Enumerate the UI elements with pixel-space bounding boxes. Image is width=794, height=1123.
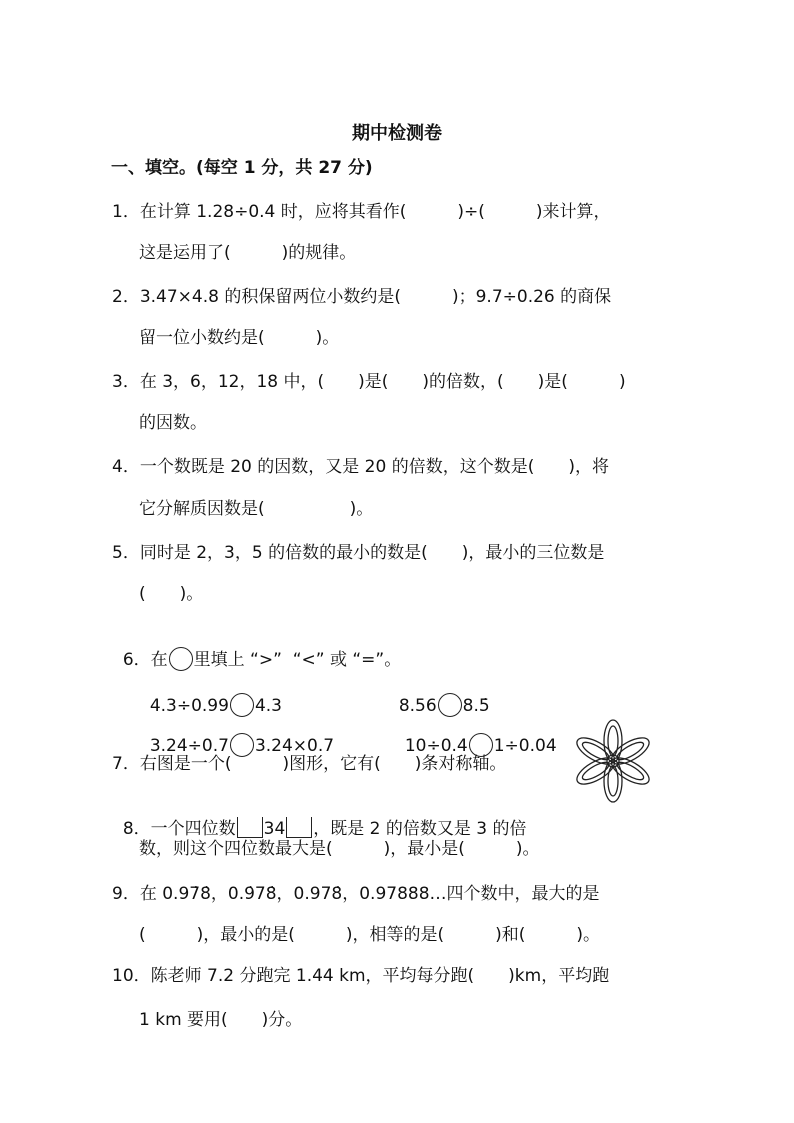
question-1-line-2: 这是运用了( )的规律。 — [139, 243, 357, 263]
question-6-suffix: 里填上 “>” “<” 或 “=”。 — [193, 650, 402, 670]
question-8-prefix: 8．一个四位数 — [122, 819, 236, 839]
page-title: 期中检测卷 — [352, 123, 442, 144]
question-9-line-1: 9．在 0.97̇8̇，0.9̇78̇，0.978̇，0.97888…四个数中，最大的是 — [112, 884, 600, 904]
question-6-item-3 — [139, 713, 334, 757]
expression-left: 4.3÷0.99 — [149, 696, 229, 716]
question-5-line-1: 5．同时是 2，3，5 的倍数的最小的数是( )，最小的三位数是 — [112, 543, 605, 563]
expression-right: 4.3 — [254, 696, 282, 716]
expression-left: 8.56 — [398, 696, 437, 716]
expression-left: 10÷0.4 — [404, 736, 468, 756]
question-2-line-2: 留一位小数约是( )。 — [139, 328, 340, 348]
expression-right: 1÷0.04 — [493, 736, 557, 756]
question-8-digits: 34 — [263, 819, 286, 839]
question-3-line-1: 3．在 3，6，12，18 中，( )是( )的倍数，( )是( ) — [112, 372, 626, 392]
question-8-line-2: 数，则这个四位数最大是( )，最小是( )。 — [139, 839, 540, 859]
question-6-item-1 — [139, 673, 282, 717]
question-6-item-4 — [394, 713, 557, 757]
question-9-line-2: ( )，最小的是( )，相等的是( )和( )。 — [139, 925, 601, 945]
question-8-suffix: ，既是 2 的倍数又是 3 的倍 — [313, 819, 527, 839]
flower-figure — [568, 716, 658, 806]
expression-left: 3.24÷0.7 — [149, 736, 229, 756]
question-4-line-1: 4．一个数既是 20 的因数，又是 20 的倍数，这个数是( )，将 — [112, 457, 609, 477]
expression-right: 3.24×0.7 — [254, 736, 335, 756]
square-blank-icon[interactable] — [237, 817, 263, 838]
square-blank-icon[interactable] — [286, 817, 312, 838]
question-6-line-1 — [112, 627, 401, 671]
question-5-line-2: ( )。 — [139, 584, 204, 604]
section-heading: 一、填空。(每空 1 分，共 27 分) — [111, 158, 373, 178]
question-8-line-1 — [112, 797, 527, 839]
circle-blank-icon — [169, 647, 193, 671]
question-6-item-2 — [388, 673, 490, 717]
question-7: 7．右图是一个( )图形，它有( )条对称轴。 — [112, 754, 507, 774]
question-3-line-2: 的因数。 — [139, 413, 207, 433]
question-4-line-2: 它分解质因数是( )。 — [139, 499, 374, 519]
question-2-line-1: 2．3.47×4.8 的积保留两位小数约是( )；9.7÷0.26 的商保 — [112, 287, 612, 307]
question-6-prefix: 6．在 — [122, 650, 168, 670]
question-1-line-1: 1．在计算 1.28÷0.4 时，应将其看作( )÷( )来计算， — [112, 202, 611, 222]
question-10-line-2: 1 km 要用( )分。 — [139, 1010, 303, 1030]
expression-right: 8.5̇ — [462, 696, 490, 716]
question-10-line-1: 10．陈老师 7.2 分跑完 1.44 km，平均每分跑( )km，平均跑 — [112, 966, 610, 986]
